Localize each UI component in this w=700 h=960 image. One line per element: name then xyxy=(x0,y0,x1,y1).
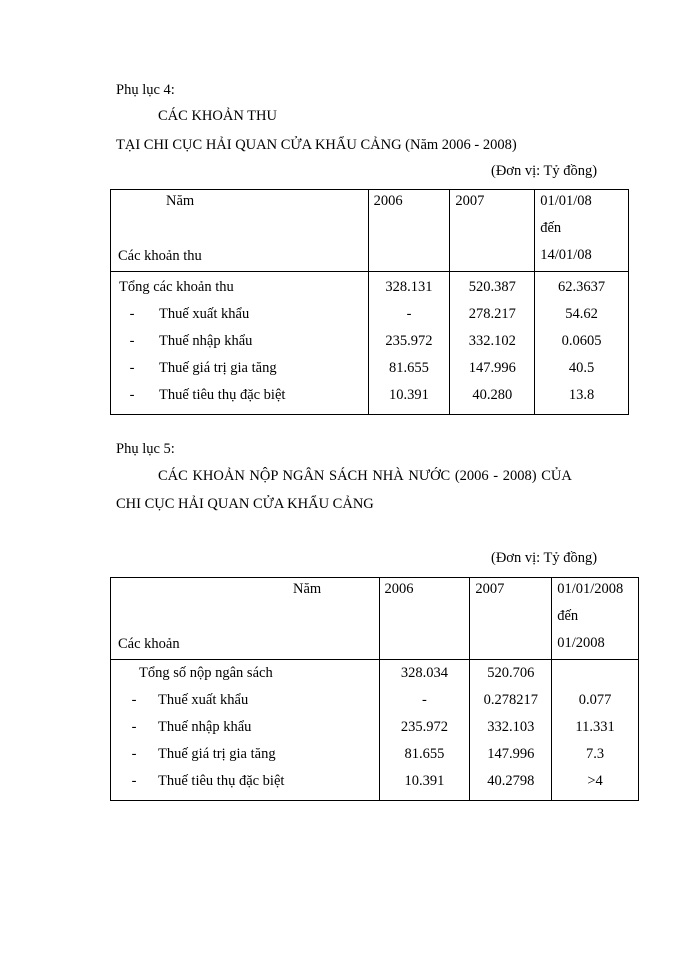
column-2007-values xyxy=(450,272,535,415)
header-col-2007 xyxy=(450,190,535,272)
table-cell: 54.62 xyxy=(565,306,598,322)
table-row-label: - Thuế tiêu thụ đặc biệt xyxy=(129,387,286,403)
table-row-label: Tổng số nộp ngân sách xyxy=(139,665,273,681)
column-2007-values xyxy=(470,660,552,801)
label-column xyxy=(111,660,380,801)
table-cell: 40.5 xyxy=(568,360,595,376)
header-col-2007-text: 2007 xyxy=(455,193,485,209)
header-year-label: Năm xyxy=(293,581,322,597)
table-cell: 328.131 xyxy=(385,279,433,295)
column-period-values xyxy=(552,660,639,801)
table-cell: 10.391 xyxy=(389,387,429,403)
table-cell: 147.996 xyxy=(468,360,516,376)
header-col-2007 xyxy=(470,578,552,660)
header-period-line2: đến xyxy=(540,220,562,236)
table-cell: 81.655 xyxy=(389,360,429,376)
appendix5-label: Phụ lục 5: xyxy=(116,441,175,457)
header-period-line2: đến xyxy=(557,608,579,624)
appendix4-table xyxy=(110,189,629,415)
header-row-label: Các khoản xyxy=(118,636,180,652)
table-cell: 40.2798 xyxy=(487,773,535,789)
table-cell xyxy=(552,660,638,687)
table-cell: 328.034 xyxy=(400,665,448,681)
table-row-label: - Thuế giá trị gia tăng xyxy=(129,360,277,376)
table-row-label: - Thuế xuất khẩu xyxy=(129,306,250,322)
table-cell: 0.0605 xyxy=(561,333,602,349)
header-col-period xyxy=(535,190,629,272)
table-row-label: Tổng các khoản thu xyxy=(119,279,234,295)
header-col-2006 xyxy=(379,578,470,660)
table-cell: - xyxy=(406,306,412,322)
appendix4-unit: (Đơn vị: Tỷ đồng) xyxy=(491,163,598,179)
table-row-label: - Thuế xuất khẩu xyxy=(131,692,249,708)
table-row-label: - Thuế tiêu thụ đặc biệt xyxy=(131,773,285,789)
appendix5-table xyxy=(110,577,639,801)
header-col-2006 xyxy=(368,190,450,272)
table-cell: 10.391 xyxy=(404,773,445,789)
table-row-label: - Thuế nhập khẩu xyxy=(131,719,252,735)
header-period-line1: 01/01/08 xyxy=(540,193,592,209)
table-cell: 520.706 xyxy=(487,665,535,681)
appendix4-title-line2: TẠI CHI CỤC HẢI QUAN CỬA KHẨU CẢNG (Năm 2006 - 2008) xyxy=(116,137,517,153)
header-col-period xyxy=(552,578,639,660)
table-cell: 332.103 xyxy=(487,719,535,735)
header-row-label: Các khoản thu xyxy=(118,248,202,264)
appendix5-title-line2: CHI CỤC HẢI QUAN CỬA KHẨU CẢNG xyxy=(116,496,374,512)
table-cell: 13.8 xyxy=(568,387,595,403)
header-year-label: Năm xyxy=(166,193,195,209)
table-cell: 332.102 xyxy=(468,333,516,349)
table-cell: 81.655 xyxy=(404,746,445,762)
table-cell: 147.996 xyxy=(487,746,535,762)
table-cell: 0.077 xyxy=(578,692,612,708)
table-cell: 235.972 xyxy=(385,333,433,349)
table-header-row xyxy=(111,578,639,660)
table-body-row xyxy=(111,660,639,801)
appendix4-label: Phụ lục 4: xyxy=(116,82,175,98)
header-period-line3: 14/01/08 xyxy=(540,247,592,263)
table-cell: 0.278217 xyxy=(483,692,538,708)
column-2006-values xyxy=(368,272,450,415)
header-period-line3: 01/2008 xyxy=(557,635,605,651)
header-col-2006-text: 2006 xyxy=(384,581,414,597)
header-corner-cell xyxy=(111,578,380,660)
table-header-row xyxy=(111,190,629,272)
header-col-2007-text: 2007 xyxy=(475,581,505,597)
appendix5-unit: (Đơn vị: Tỷ đồng) xyxy=(491,550,598,566)
table-cell: 62.3637 xyxy=(558,279,606,295)
table-cell: 11.331 xyxy=(575,719,615,735)
column-2006-values xyxy=(379,660,470,801)
label-column xyxy=(111,272,369,415)
table-cell: - xyxy=(422,692,427,708)
appendix5-title-line1: CÁC KHOẢN NỘP NGÂN SÁCH NHÀ NƯỚC (2006 - 2008) CỦA xyxy=(158,468,572,484)
table-cell: 235.972 xyxy=(400,719,448,735)
table-body-row xyxy=(111,272,629,415)
column-period-values xyxy=(535,272,629,415)
header-period-line1: 01/01/2008 xyxy=(557,581,624,597)
table-cell: 278.217 xyxy=(468,306,516,322)
table-cell: 7.3 xyxy=(586,746,605,762)
table-cell: 520.387 xyxy=(468,279,516,295)
table-row-label: - Thuế giá trị gia tăng xyxy=(131,746,276,762)
table-cell: 40.280 xyxy=(472,387,513,403)
header-corner-cell xyxy=(111,190,369,272)
table-cell: >4 xyxy=(587,773,603,789)
header-col-2006-text: 2006 xyxy=(373,193,403,209)
table-row-label: - Thuế nhập khẩu xyxy=(129,333,253,349)
appendix4-title-line1: CÁC KHOẢN THU xyxy=(158,108,277,124)
